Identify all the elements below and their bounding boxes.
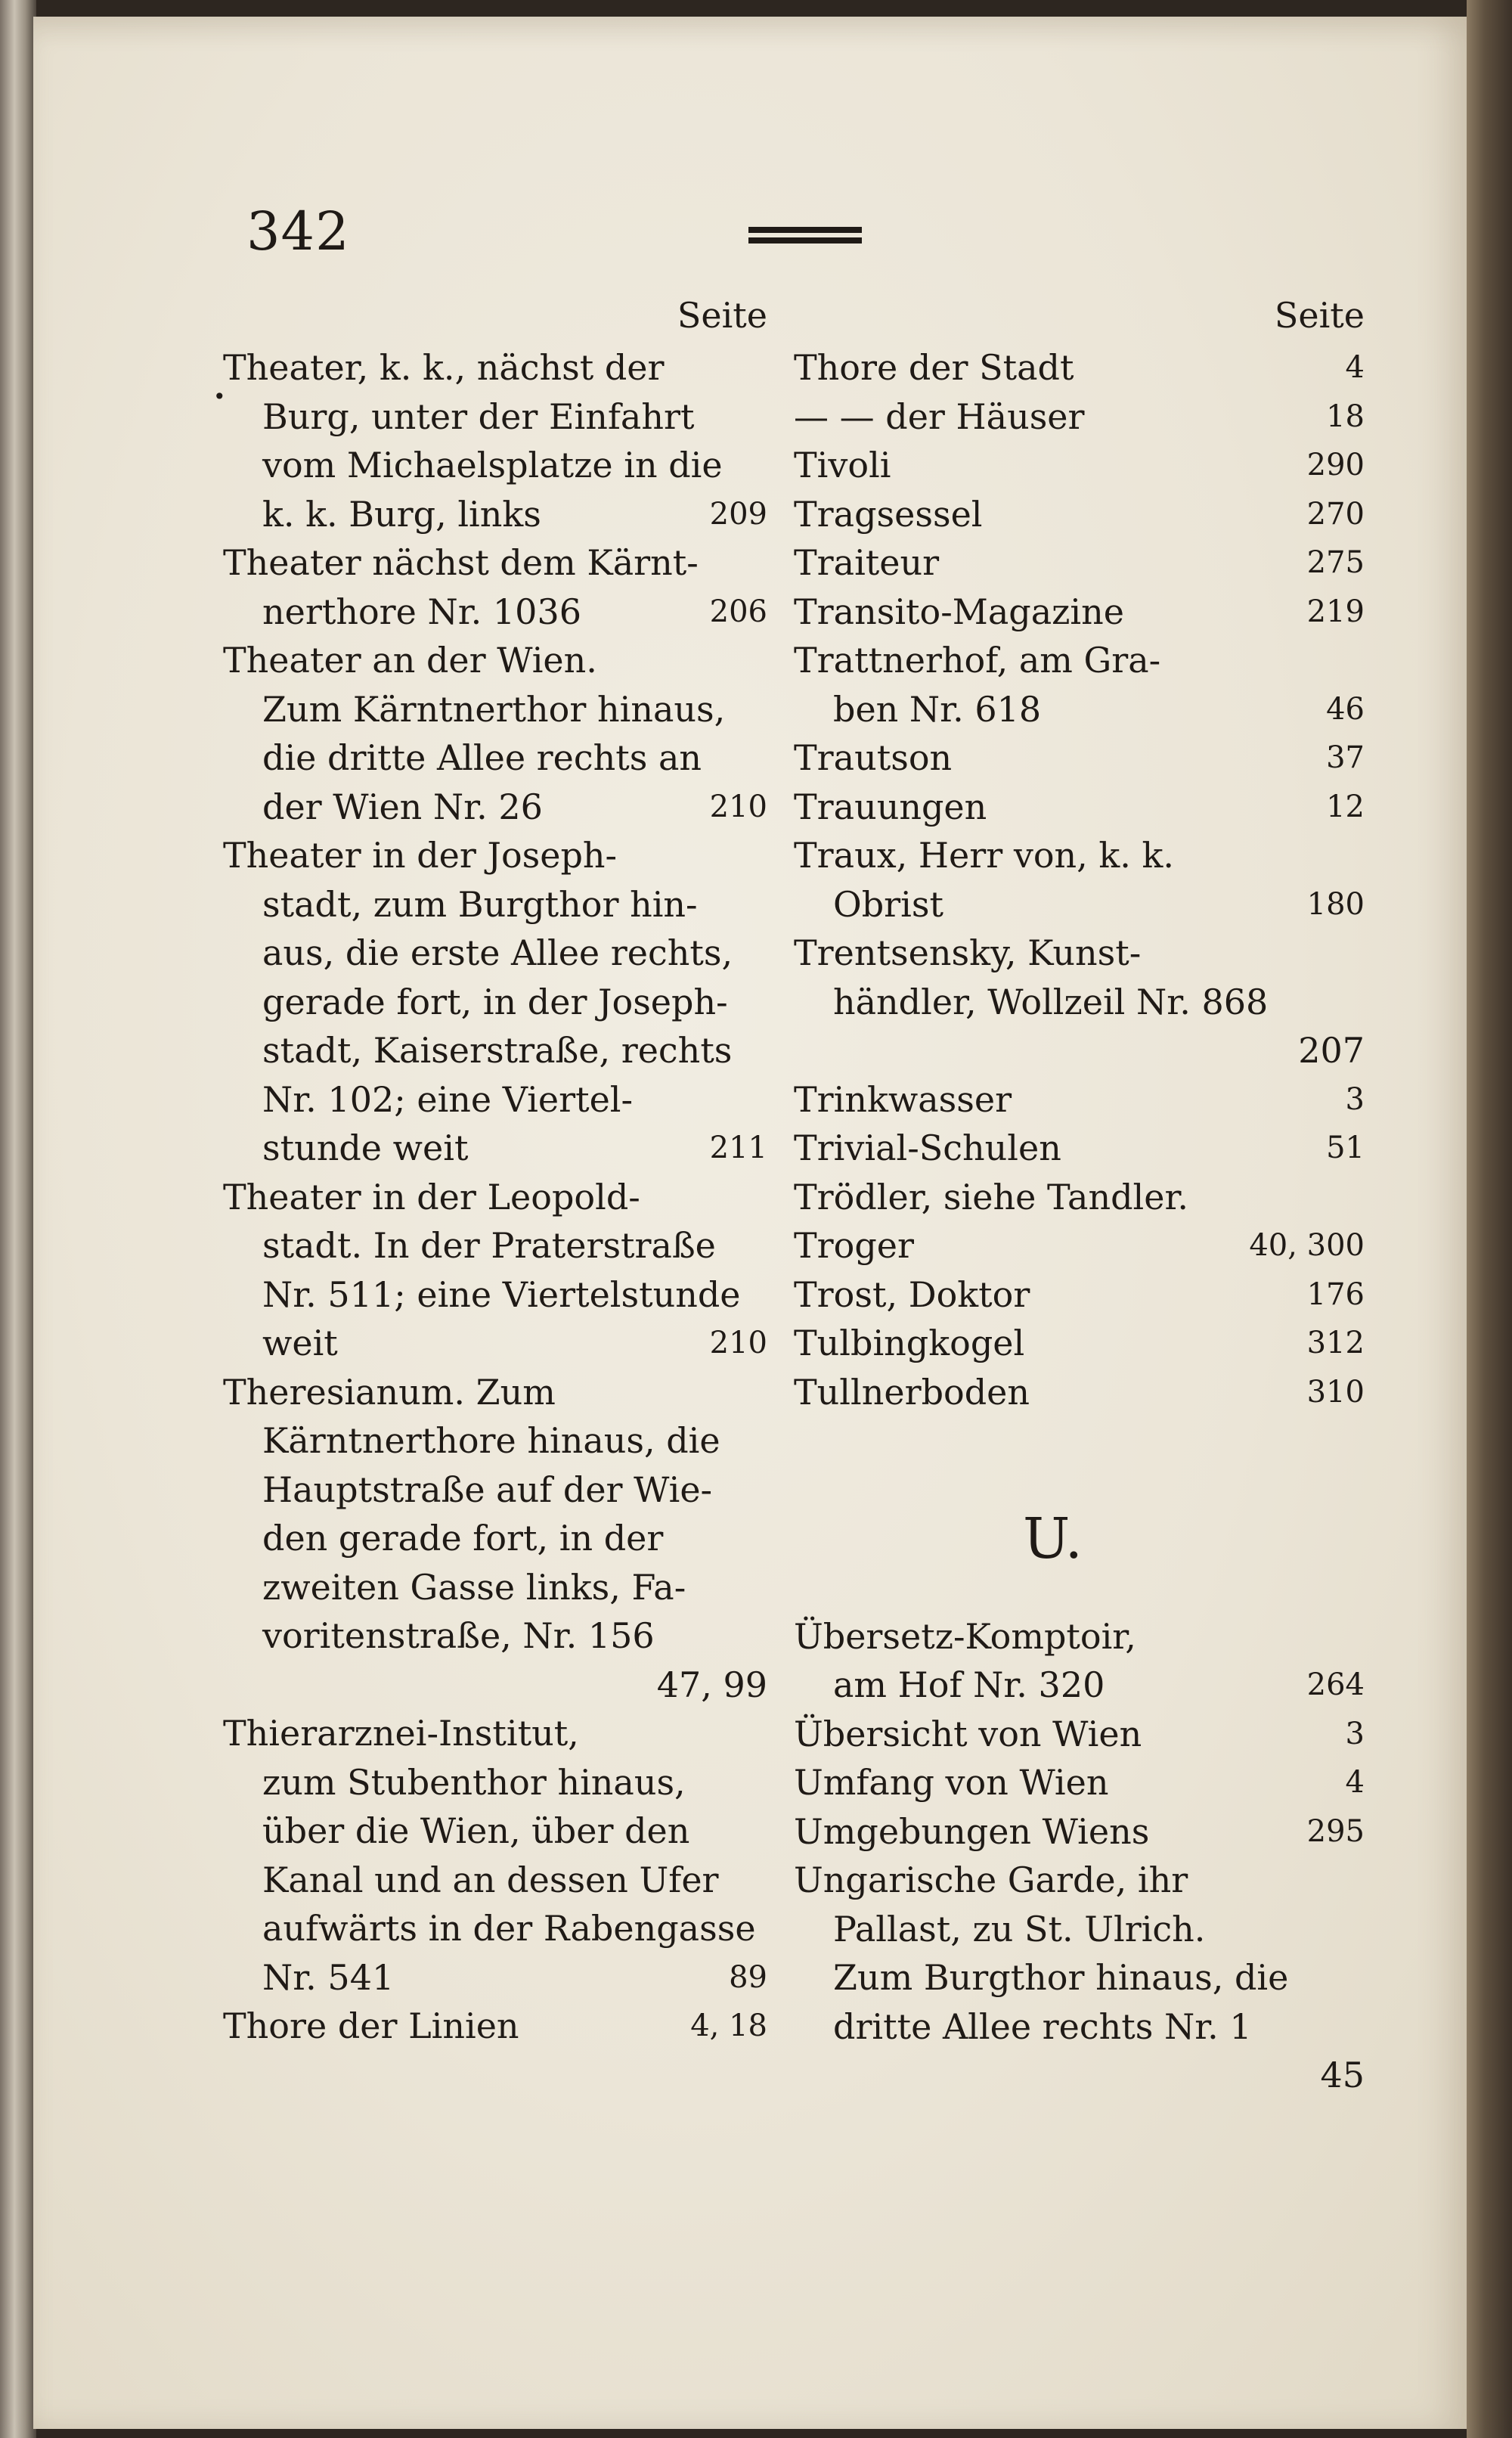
index-entry [794,1710,1365,1759]
index-entry-line [794,880,1365,929]
bullet-mark: • [213,384,226,409]
entry-text: Trattnerhof, am Gra- [794,640,1161,681]
index-entry-line [223,588,767,637]
index-entry [223,538,767,636]
entry-text: Theater nächst dem Kärnt- [223,542,699,583]
entry-text: Thore der Linien [223,2005,519,2046]
entry-text: Theater an der Wien. [223,640,597,681]
entry-text: aus, die erste Allee rechts, [262,932,733,973]
entry-text: Kanal und an dessen Ufer [262,1859,719,1900]
entry-text: stadt, zum Burgthor hin- [262,883,698,925]
entry-text: Hauptstraße auf der Wie- [262,1469,713,1510]
entry-text: Pallast, zu St. Ulrich. [833,1908,1206,1949]
index-entry-line [794,1173,1365,1222]
page-reference: 47, 99 [656,1664,767,1705]
index-entry-line [794,392,1365,442]
page-reference: 18 [1326,399,1365,434]
index-entry [794,734,1365,783]
entry-text: Theresianum. Zum [223,1371,556,1413]
entry-text: die dritte Allee rechts an [262,737,702,778]
index-entry-line [223,1221,767,1270]
index-entry [794,783,1365,832]
page-reference: 209 [709,496,767,532]
index-entry-line [794,1075,1365,1124]
index-entry [223,1709,767,2002]
index-entry-line [794,490,1365,539]
section-letter-u: U. [1022,1506,1083,1571]
entry-text: Tulbingkogel [794,1323,1025,1363]
index-entry [794,1856,1365,2100]
index-entry [223,343,767,538]
index-entry-line [794,1661,1365,1710]
entry-text: Theater, k. k., nächst der [223,347,665,388]
entry-text: Zum Burgthor hinaus, die [833,1957,1289,1998]
entry-text: Theater in der Leopold- [223,1176,640,1217]
page-reference: 3 [1345,1081,1365,1117]
page-reference: 3 [1345,1716,1365,1751]
entry-text: Zum Kärntnerthor hinaus, [262,688,726,730]
page-stack-edge [1467,0,1512,2438]
index-entry [794,636,1365,734]
index-entry-line [223,1514,767,1563]
entry-text: Trost, Doktor [794,1273,1030,1315]
index-entry-line [223,783,767,832]
index-entry [794,343,1365,392]
entry-text: — — der Häuser [794,395,1085,437]
entry-text: Obrist [833,883,943,925]
entry-text: Thierarznei-Institut, [223,1713,579,1754]
index-entry-line [794,588,1365,637]
index-entry-line [223,1807,767,1856]
page-reference: 310 [1306,1374,1365,1410]
index-entry-line [794,1612,1365,1661]
index-entry-line [794,343,1365,392]
index-entry-line [223,1466,767,1515]
index-entry-line [223,2002,767,2051]
index-entry-line [794,929,1365,978]
entry-text: stadt, Kaiserstraße, rechts [262,1030,733,1071]
index-entry [794,588,1365,637]
index-entry [794,1368,1365,1417]
index-entry-line [223,1563,767,1612]
index-entry [223,2002,767,2051]
entry-text: stunde weit [262,1127,469,1168]
index-entry-line [794,1807,1365,1856]
index-entry-line [223,538,767,588]
entry-text: Traiteur [794,542,940,583]
entry-text: vom Michaelsplatze in die [262,445,723,485]
page-reference: 45 [1320,2055,1365,2095]
index-entry-line [223,1758,767,1807]
index-entry-line [794,1710,1365,1759]
entry-text: Trentsensky, Kunst- [794,932,1142,973]
index-entry-line [794,1856,1365,1905]
entry-text: Umgebungen Wiens [794,1810,1150,1852]
index-entry [794,929,1365,1075]
entry-text: Traux, Herr von, k. k. [794,835,1175,876]
entry-text: Trauungen [794,786,987,827]
entry-text: Trautson [794,737,953,778]
page-reference: 51 [1326,1131,1365,1165]
entry-text: Tivoli [794,445,891,485]
entry-text: Übersetz-Komptoir, [794,1615,1136,1657]
index-entry-line [794,1221,1365,1270]
entry-text: händler, Wollzeil Nr. 868 [833,981,1269,1022]
page-reference: 40, 300 [1249,1228,1365,1263]
index-entry-line [794,1124,1365,1173]
page-reference: 206 [709,594,767,629]
book-spine-edge [0,0,36,2438]
column-header-seite: Seite [677,295,767,336]
entry-text: den gerade fort, in der [262,1518,664,1559]
index-entry-line [223,831,767,880]
entry-text: Transito-Magazine [794,591,1124,632]
index-entry-line [794,1953,1365,2002]
page-reference: 207 [1298,1030,1365,1071]
entry-text: Theater in der Joseph- [223,835,618,876]
index-entry-line [794,1319,1365,1368]
index-entry [794,1124,1365,1173]
index-entry-line [223,441,767,490]
entry-text: Troger [794,1225,915,1266]
page-reference: 12 [1326,789,1365,824]
index-entry [223,1173,767,1368]
index-entry [794,831,1365,929]
index-entry [794,392,1365,442]
entry-text: Trivial-Schulen [794,1127,1061,1168]
entry-text: Umfang von Wien [794,1762,1109,1803]
entry-text: zweiten Gasse links, Fa- [262,1566,686,1608]
entry-text: dritte Allee rechts Nr. 1 [833,2005,1252,2047]
entry-text: Nr. 102; eine Viertel- [262,1078,634,1120]
entry-text: stadt. In der Praterstraße [262,1225,716,1266]
page-reference: 210 [709,789,767,824]
index-entry-line [794,441,1365,490]
index-entry-line [223,343,767,392]
page-number: 342 [246,200,350,262]
entry-text: gerade fort, in der Joseph- [262,981,728,1022]
page-reference: 37 [1326,740,1365,775]
index-entry-line [794,1758,1365,1807]
index-entry [223,636,767,831]
entry-text: der Wien Nr. 26 [262,786,543,827]
index-entry-line [223,636,767,685]
index-entry-line [794,1368,1365,1417]
index-entry-line [223,490,767,539]
page-reference: 210 [709,1326,767,1360]
page-reference: 275 [1306,545,1365,580]
entry-text: Tullnerboden [794,1371,1030,1413]
page-reference: 295 [1306,1813,1365,1849]
page-reference: 290 [1306,448,1365,482]
page-reference: 264 [1306,1667,1365,1702]
entry-text: weit [262,1323,338,1363]
index-entry-line [223,1026,767,1075]
index-entry-line [794,734,1365,783]
index-entry-line [223,978,767,1027]
index-entry [794,538,1365,588]
index-entry-line [794,636,1365,685]
entry-text: Ungarische Garde, ihr [794,1860,1188,1900]
index-entry-line [223,734,767,783]
index-entry-line [223,1904,767,1953]
page-reference: 4 [1345,350,1365,385]
entry-text: über die Wien, über den [262,1810,690,1851]
index-entry-line [223,1416,767,1466]
entry-text: aufwärts in der Rabengasse [262,1908,756,1949]
index-entry-line [794,978,1365,1027]
index-entry-line [794,783,1365,832]
entry-text: Trödler, siehe Tandler. [794,1176,1189,1217]
entry-text: Nr. 541 [262,1956,395,1998]
entry-text: Trinkwasser [794,1078,1012,1120]
header-double-rule [748,227,862,243]
index-entry-line [223,1856,767,1905]
page-reference: 4, 18 [690,2008,767,2043]
index-entry [794,1075,1365,1124]
index-entry-line [223,880,767,929]
index-entry [794,1612,1365,1710]
index-entry-line [794,2002,1365,2052]
page-reference: 176 [1306,1276,1365,1312]
index-entry [794,1270,1365,1320]
entry-text: Übersicht von Wien [794,1713,1142,1754]
index-entry-line [223,1075,767,1124]
entry-text: Thore der Stadt [794,347,1074,388]
entry-text: ben Nr. 618 [833,688,1042,730]
index-entry-line [794,1270,1365,1320]
spacer [794,1416,1365,1466]
page-reference: 219 [1306,594,1365,629]
entry-text: Nr. 511; eine Viertelstunde [262,1273,741,1315]
index-entry [794,1807,1365,1856]
index-entry [794,490,1365,539]
index-entry [794,1758,1365,1807]
index-entry-line [794,685,1365,734]
index-column-right [794,295,1365,2100]
page-reference: 46 [1326,691,1365,727]
index-entry-line [223,1124,767,1173]
index-entry-line [794,831,1365,880]
entry-text: zum Stubenthor hinaus, [262,1761,686,1803]
entry-text: voritenstraße, Nr. 156 [262,1615,655,1656]
page-reference: 4 [1345,1765,1365,1800]
index-entry [794,441,1365,490]
index-entry-line [223,1319,767,1368]
index-entry-line [223,392,767,442]
index-entry-line [223,1611,767,1661]
column-header-seite: Seite [1274,295,1365,336]
index-entry-line [223,685,767,734]
entry-text: k. k. Burg, links [262,493,541,535]
entry-text: Tragsessel [794,493,983,535]
index-entry-line [794,538,1365,588]
page-reference: 312 [1306,1326,1365,1360]
entry-text: nerthore Nr. 1036 [262,591,581,632]
entry-text: am Hof Nr. 320 [833,1664,1105,1705]
index-entry-line [794,1905,1365,1954]
index-entry-line [223,1709,767,1758]
index-entry [794,1221,1365,1270]
entry-text: Burg, unter der Einfahrt [262,395,695,437]
index-entry [223,1368,767,1710]
index-entry [794,1319,1365,1368]
page-reference: 270 [1306,496,1365,532]
index-column-left [223,295,767,2051]
page-reference: 211 [709,1131,767,1165]
page-reference: 89 [729,1959,767,1995]
page-reference: 180 [1306,886,1365,922]
index-entry-line [223,1173,767,1222]
index-entry-line [223,929,767,978]
index-entry-line [223,1953,767,2002]
index-entry [223,831,767,1173]
entry-text: Kärntnerthore hinaus, die [262,1420,720,1461]
index-entry [794,1173,1365,1222]
index-entry-line [223,1270,767,1320]
index-entry-line [223,1368,767,1417]
